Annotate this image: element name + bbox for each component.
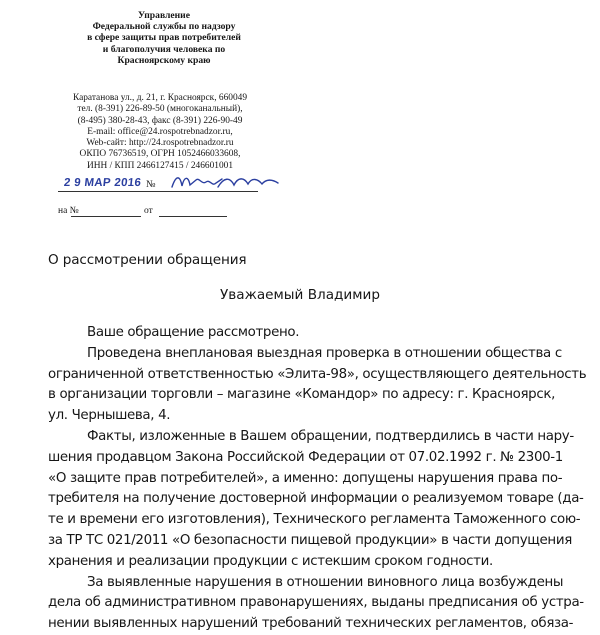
contact-line: Web-сайт: http://24.rospotrebnadzor.ru [86, 138, 234, 149]
body-line: дела об административном правонарушениях, выданы предписания об устра- [48, 595, 584, 611]
handwritten-number-signature [168, 171, 288, 193]
body-line: те и времени его изготовления), Технического регламента Таможенного сою- [48, 512, 581, 528]
na-label: на № [58, 206, 79, 216]
body-line: За выявленные нарушения в отношении виновного лица возбуждены [87, 574, 564, 590]
ot-label: от [144, 206, 153, 216]
reference-line [58, 206, 258, 218]
letter-body [48, 323, 596, 635]
header-line: и благополучия человека по [102, 43, 226, 55]
body-line: за ТР ТС 021/2011 «О безопасности пищевой продукции» в части допущения [48, 532, 572, 548]
header-line: Федеральной службы по надзору [92, 21, 236, 33]
body-line: Ваше обращение рассмотрено. [87, 325, 300, 340]
stamp-date: 2 9 МАР 2016 [63, 177, 142, 189]
number-underline [58, 191, 258, 192]
sender-contacts-block [40, 93, 280, 172]
sender-organization-block [48, 10, 280, 66]
contact-line: ИНН / КПП 2466127415 / 246601001 [86, 160, 234, 171]
body-line: Проведена внеплановая выездная проверка в отношении общества с [87, 345, 562, 361]
header-line: в сфере защиты прав потребителей [87, 32, 241, 44]
body-line: «О защите прав потребителей», а именно: допущены нарушения права по- [48, 470, 563, 486]
contact-line: тел. (8-391) 226-89-50 (многоканальный), [77, 104, 243, 115]
body-line: требителя на получение достоверной информации о реализуемом товаре (да- [48, 491, 584, 507]
number-label: № [146, 179, 156, 190]
contact-line: E-mail: office@24.rospotrebnadzor.ru, [87, 126, 233, 137]
header-line: Управление [138, 10, 190, 21]
header-line: Красноярскому краю [117, 54, 211, 66]
outgoing-number-stamp [58, 177, 298, 193]
body-line: хранения и реализации продукции с истекшим сроком годности. [48, 553, 493, 569]
body-line: ул. Чернышева, 4. [48, 408, 171, 424]
body-line: ограниченной ответственностью «Элита-98», осуществляющего деятельность [48, 366, 587, 382]
body-line: нении выявленных нарушений требований технических регламентов, обяза- [48, 616, 574, 632]
contact-line: Каратанова ул., д. 21, г. Красноярск, 660049 [72, 93, 248, 103]
contact-line: (8-495) 380-28-43, факс (8-391) 226-90-49 [77, 115, 243, 126]
body-line: в организации торговли – магазине «Командор» по адресу: г. Красноярск, [48, 387, 555, 403]
contact-line: ОКПО 76736519, ОГРН 1052466033608, [79, 149, 241, 160]
letter-greeting: Уважаемый Владимир [219, 287, 380, 303]
body-line: Факты, изложенные в Вашем обращении, подтвердились в части нару- [87, 428, 574, 444]
na-underline [71, 216, 141, 217]
letter-subject: О рассмотрении обращения [48, 252, 247, 268]
body-line: шения продавцом Закона Российской Федерации от 07.02.1992 г. № 2300-1 [48, 449, 563, 465]
ot-underline [159, 216, 227, 217]
